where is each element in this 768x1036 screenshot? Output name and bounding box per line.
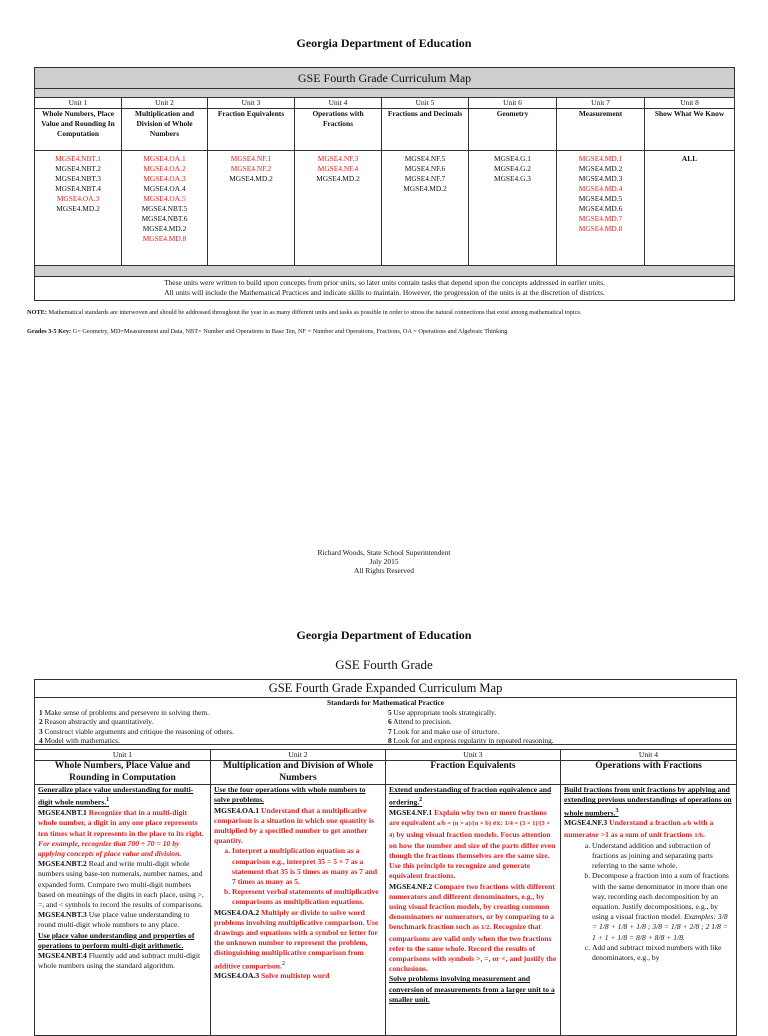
unit-2-name: Multiplication and Division of Whole Numbers — [122, 109, 208, 151]
unit-6-name: Geometry — [469, 109, 557, 151]
unit-1-label: Unit 1 — [35, 98, 122, 109]
unit4-standards-detail — [561, 785, 737, 1036]
note-text: Mathematical standards are interwoven and should be addressed throughout the year in as many different units and tasks as possible in order to stress the natural connections that exist among mathematical topics. — [46, 309, 582, 316]
standard-code: MGSE4.G.2 — [494, 164, 531, 173]
standard-code: MGSE4.G.3 — [494, 174, 531, 183]
standard-code: MGSE4.NF.1 — [230, 154, 272, 163]
unit2-heading-1: Use the four operations with whole numbers to solve problems. — [214, 785, 366, 805]
standard-code: MGSE4.OA.1 — [143, 154, 186, 163]
nf3-examples: Examples: 3/8 = 1/8 + 1/8 + 1/8 ; 3/8 = 1/8 + 2/8 ; 2 1/8 = 1 + 1 + 1/8 = 8/8 + 8/8 + 1/8. — [592, 912, 729, 942]
fraction-example-formula: 1/4 = (3 × 1)/(3 × 4) — [389, 820, 551, 839]
expanded-map-title: GSE Fourth Grade Expanded Curriculum Map — [35, 680, 737, 698]
unit-label-row — [35, 98, 735, 109]
unit3-heading-2: Solve problems involving measurement and conversion of measurements from a larger unit to a smaller unit. — [389, 974, 555, 1004]
expanded-unit-label-row — [35, 750, 737, 761]
rights-notice: All Rights Reserved — [354, 566, 414, 575]
unit-7-name: Measurement — [557, 109, 645, 151]
unit-5-label: Unit 5 — [382, 98, 469, 109]
nf1-standard: MGSE4.NF.1 Explain why two or more fractions are equivalent a/b = (n × a)/(n × b) ex: 1/4 = (3 × 1)/(3 × 4) by using visual fraction models. Focus attention on how the number and size of the parts differ even though the fractions themselves are the same size. Use this principle to recognize and generate equivalent fractions. — [389, 808, 556, 881]
nbt4-standard: MGSE4.NBT.4 Fluently add and subtract multi-digit whole numbers using the standard algorithm. — [38, 950, 201, 971]
standard-code: MGSE4.NBT.6 — [141, 214, 188, 223]
practices-left-list — [39, 708, 384, 746]
page2-dept-title: Georgia Department of Education — [296, 628, 472, 642]
standard-code: MGSE4.MD.8 — [578, 224, 623, 233]
standard-code: MGSE4.MD.8 — [142, 234, 187, 243]
oa1-item-b: b. Represent verbal statements of multiplicative comparisons as multiplication equations. — [232, 887, 382, 907]
standard-code: MGSE4.NF.5 — [404, 154, 446, 163]
practice-item: 5 Use appropriate tools strategically. — [388, 707, 497, 717]
nbt2-standard: MGSE4.NBT.2 Read and write multi-digit whole numbers using base-ten numerals, number names, and expanded form. Compare two multi-digit numbers based on meanings of the digits in each place, using >, =, and < symbols to record the results of comparisons. — [38, 859, 204, 909]
expanded-unit-name-row — [35, 761, 737, 785]
unit-1-standards — [35, 151, 122, 266]
standard-code: ALL — [681, 154, 698, 163]
key-text: G= Geometry, MD=Measurement and Data, NBT= Number and Operations in Base Ten, NF = Number and Operations, Fractions, OA = Operations and Algebraic Thinking. — [71, 328, 509, 335]
curriculum-map-table — [34, 67, 735, 301]
nf3-standard: MGSE4.NF.3 Understand a fraction a/b with a numerator >1 as a sum of unit fractions 1/b. — [564, 818, 714, 839]
unit-standards-row — [35, 151, 735, 266]
standard-code: MGSE4.NF.4 — [317, 164, 359, 173]
practice-item: 4 Model with mathematics. — [39, 736, 120, 745]
nbt1-standard: MGSE4.NBT.1 Recognize that in a multi-digit whole number, a digit in any one place represents ten times what it represents in the place to its right. For example, recognize that 700 ÷ 70 = 10 by applying concepts of place value and division. — [38, 808, 204, 858]
page1-dept-title: Georgia Department of Education — [296, 36, 472, 50]
unit-2-standards — [122, 151, 208, 266]
expanded-unit-1-name: Whole Numbers, Place Value and Rounding in Computation — [35, 761, 211, 785]
unit-name-row — [35, 109, 735, 151]
standard-code: MGSE4.MD.6 — [578, 204, 623, 213]
unit-7-standards — [557, 151, 645, 266]
practice-item: 7 Look for and make use of structure. — [388, 726, 500, 736]
nf3-item-c: c. Add and subtract mixed numbers with like denominators, e.g., by — [592, 943, 733, 963]
standard-code: MGSE4.NBT.1 — [55, 154, 101, 163]
nf3-item-a: a. Understand addition and subtraction of fractions as joining and separating parts referring to the same whole. — [592, 841, 733, 872]
unit3-heading-1: Extend understanding of fraction equivalence and ordering.$^2$ — [389, 785, 552, 807]
standard-code: MGSE4.G.1 — [494, 154, 531, 163]
shaded-spacer-row-bottom — [35, 266, 735, 277]
standard-code: MGSE4.NF.2 — [230, 164, 272, 173]
standard-code: MGSE4.MD.7 — [578, 214, 623, 223]
note-label: NOTE: — [27, 309, 47, 316]
key-paragraph — [27, 328, 747, 337]
practices-cell — [35, 698, 737, 745]
oa2-standard: MGSE4.OA.2 Multiply or divide to solve word problems involving multiplicative comparison. Use drawings and equations with a symbol or letter for the unknown number to represent the problem, distinguishing multiplicative comparison from additive comparison.$^2$ — [214, 907, 379, 971]
units-footer — [35, 277, 735, 301]
expanded-unit-1-label: Unit 1 — [35, 750, 211, 761]
unit-8-name: Show What We Know — [645, 109, 735, 151]
practice-item: 8 Look for and express regularity in repeated reasoning. — [388, 736, 554, 745]
unit4-heading-1: Build fractions from unit fractions by applying and extending previous understandings of operations on whole numbers.$^3$ — [564, 785, 732, 818]
standard-code: MGSE4.OA.4 — [143, 184, 186, 193]
unit-8-label: Unit 8 — [645, 98, 735, 109]
unit-5-name: Fractions and Decimals — [382, 109, 469, 151]
standard-code: MGSE4.NBT.2 — [55, 164, 101, 173]
benchmark-fraction: 1/2 — [480, 924, 490, 932]
standard-code: MGSE4.NBT.3 — [55, 174, 101, 183]
fraction-1-over-b: 1/b — [694, 831, 703, 839]
nbt3-standard: MGSE4.NBT.3 Use place value understanding to round multi-digit whole numbers to any place. — [38, 910, 190, 930]
standard-code: MGSE4.MD.2 — [229, 174, 273, 183]
unit-2-label: Unit 2 — [122, 98, 208, 109]
standard-code: MGSE4.MD.3 — [578, 174, 623, 183]
standard-code: MGSE4.NF.3 — [317, 154, 359, 163]
standard-code: MGSE4.MD.2 — [142, 224, 187, 233]
unit1-heading-1: Generalize place value understanding for multi-digit whole numbers.$^1$ — [38, 785, 194, 807]
expanded-map-table — [34, 679, 737, 1036]
unit-4-label: Unit 4 — [295, 98, 382, 109]
curriculum-map-title: GSE Fourth Grade Curriculum Map — [35, 68, 735, 89]
note-paragraph — [27, 309, 747, 318]
unit-1-name: Whole Numbers, Place Value and Rounding In Computation — [35, 109, 122, 151]
key-label: Grades 3-5 Key: — [27, 328, 72, 335]
nf3-item-b: b. Decompose a fraction into a sum of fractions with the same denominator in more than one way, recording each decomposition by an equation. Justify decompositions, e.g., by using a visual fraction model. Examples: 3/8 = 1/8 + 1/8 + 1/8 ; 3/8 = 1/8 + 2/8 ; 2 1/8 = 1 + 1 + 1/8 = 8/8 + 8/8 + 1/8. — [592, 871, 733, 942]
superintendent-name: Richard Woods, State School Superintendent — [317, 548, 451, 557]
unit-3-name: Fraction Equivalents — [208, 109, 295, 151]
unit-4-name: Operations with Fractions — [295, 109, 382, 151]
units-footer-line2: All units will include the Mathematical Practices and indicate skills to maintain. However, the progression of the units is at the discretion of districts. — [164, 288, 605, 297]
fraction-equivalence-formula: a/b = (n × a)/(n × b) — [436, 820, 492, 828]
standard-code: MGSE4.MD.4 — [578, 184, 623, 193]
oa3-standard: MGSE4.OA.3 Solve multistep word — [214, 971, 330, 981]
unit-5-standards — [382, 151, 469, 266]
unit-7-label: Unit 7 — [557, 98, 645, 109]
practices-title: Standards for Mathematical Practice — [326, 698, 445, 707]
unit-6-standards — [469, 151, 557, 266]
unit1-heading-2: Use place value understanding and properties of operations to perform multi-digit arithmetic. — [38, 930, 195, 950]
standard-code: MGSE4.OA.5 — [143, 194, 186, 203]
publication-date: July 2015 — [369, 557, 399, 566]
standard-code: MGSE4.OA.3 — [56, 194, 100, 203]
fraction-a-over-b: a/b — [682, 820, 692, 828]
standard-code: MGSE4.OA.3 — [143, 174, 186, 183]
standard-code: MGSE4.MD.2 — [316, 174, 360, 183]
expanded-unit-4-label: Unit 4 — [561, 750, 737, 761]
unit1-standards-detail — [35, 785, 211, 1036]
units-footer-line1: These units were written to build upon concepts from prior units, so later units contain tasks that depend upon the concepts addressed in earlier units. — [164, 278, 605, 287]
oa1-item-a: a. Interpret a multiplication equation as a comparison e.g., interpret 35 = 5 × 7 as a statement that 35 is 5 times as many as 7 and 7 times as many as 5. — [232, 846, 382, 887]
standard-code: MGSE4.NBT.4 — [55, 184, 101, 193]
expanded-unit-2-label: Unit 2 — [211, 750, 386, 761]
unit-4-standards — [295, 151, 382, 266]
expanded-unit-3-name: Fraction Equivalents — [386, 761, 561, 785]
unit-3-standards — [208, 151, 295, 266]
shaded-spacer-row — [35, 89, 735, 98]
standard-code: MGSE4.NBT.5 — [141, 204, 188, 213]
practice-item: 3 Construct viable arguments and critique the reasoning of others. — [39, 726, 234, 736]
standard-code: MGSE4.MD.5 — [578, 194, 623, 203]
standard-code: MGSE4.MD.2 — [403, 184, 447, 193]
standard-code: MGSE4.MD.1 — [578, 154, 623, 163]
standard-code: MGSE4.NF.6 — [404, 164, 446, 173]
practice-item: 2 Reason abstractly and quantitatively. — [39, 717, 154, 726]
standard-code: MGSE4.NF.7 — [404, 174, 446, 183]
expanded-unit-4-name: Operations with Fractions — [561, 761, 737, 785]
standard-code: MGSE4.MD.2 — [56, 204, 100, 213]
expanded-unit-3-label: Unit 3 — [386, 750, 561, 761]
unit3-standards-detail — [386, 785, 561, 1036]
signature-block — [0, 548, 768, 575]
expanded-unit-2-name: Multiplication and Division of Whole Numbers — [211, 761, 386, 785]
practice-item: 6 Attend to precision. — [388, 717, 452, 726]
unit2-standards-detail — [211, 785, 386, 1036]
unit-8-standards — [645, 151, 735, 266]
nf3-sublist — [564, 841, 733, 963]
standard-code: MGSE4.MD.2 — [578, 164, 623, 173]
grade-title: GSE Fourth Grade — [335, 657, 433, 672]
unit-3-label: Unit 3 — [208, 98, 295, 109]
unit-6-label: Unit 6 — [469, 98, 557, 109]
nf2-standard: MGSE4.NF.2 Compare two fractions with different numerators and different denominators, e.g., by using visual fraction models, by creating common denominators or numerators, or by comparing to a benchmark fraction such as 1/2. Recognize that comparisons are valid only when the two fractions refer to the same whole. Record the results of comparisons with symbols >, =, or <, and justify the conclusions. — [389, 881, 557, 974]
practice-item: 1 Make sense of problems and persevere in solving them. — [39, 707, 209, 717]
oa1-sublist — [214, 846, 382, 907]
practices-right-list — [388, 708, 733, 746]
oa1-standard: MGSE4.OA.1 Understand that a multiplicative comparison is a situation in which one quantity is multiplied by a specified number to get another quantity. — [214, 805, 374, 846]
standard-code: MGSE4.OA.2 — [143, 164, 186, 173]
